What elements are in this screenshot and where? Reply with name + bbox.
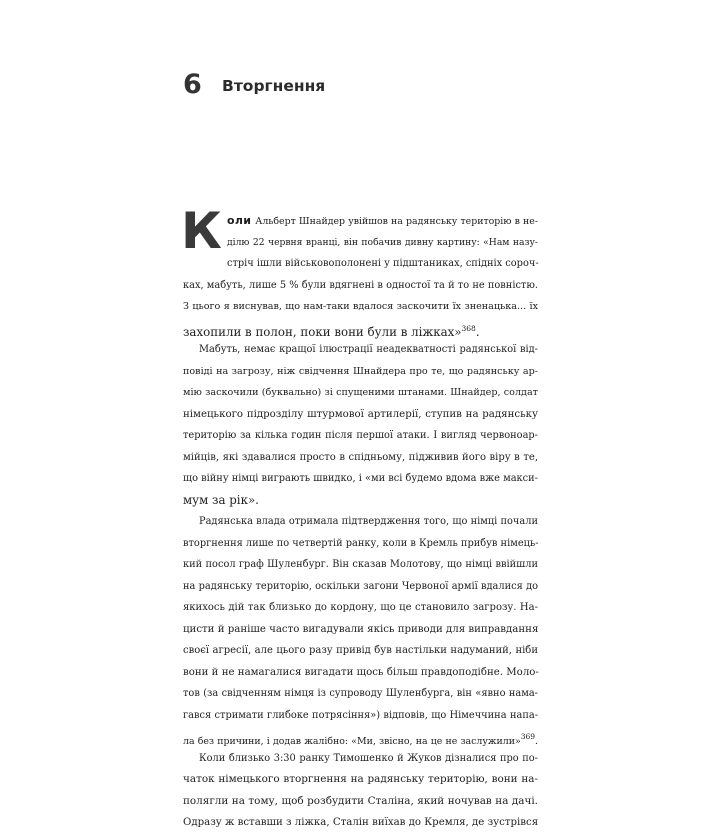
text-line: оли Альберт Шнайдер увійшов на радянську територію в не-	[227, 214, 538, 227]
text-line: ла без причини, і додав жалібно: «Ми, звісно, на це не заслужили»$^{369}$.	[183, 732, 538, 747]
text-line: мійців, які здавалися просто в спідньому, підживив його віру в те,	[183, 451, 538, 463]
footnote-ref: 369	[520, 732, 536, 741]
text-line: мум за рік».	[183, 492, 259, 507]
paragraph-4	[183, 748, 538, 834]
text-line: кий посол граф Шуленбург. Він сказав Молотову, що німці ввійшли	[183, 559, 538, 570]
text-line: вторгнення лише по четвертій ранку, коли в Кремль прибув німець-	[183, 537, 539, 549]
chapter-title: Вторгнення	[222, 77, 326, 95]
text-line: Мабуть, немає кращої ілюстрації неадекватності радянської від-	[199, 344, 538, 355]
body-text	[181, 202, 539, 834]
text-line: захопили в полон, поки вони були в ліжках»$^{368}$.	[183, 323, 480, 339]
text-line: своєї агресії, але цього разу привід був настільки надуманий, ніби	[183, 645, 538, 656]
text-line: стріч ішли військовополонені у підштаниках, спідніх сороч-	[227, 258, 539, 269]
text-line: чаток німецького вторгнення на радянську територію, вони на-	[183, 773, 538, 785]
text-line: полягли на тому, щоб розбудити Сталіна, який ночував на дачі.	[183, 794, 538, 807]
text-line: тов (за свідченням німця із супроводу Шуленбурга, він «явно нама-	[183, 688, 538, 699]
text-line: повіді на загрозу, ніж свідчення Шнайдера про те, що радянську ар-	[183, 365, 538, 377]
text-line: на радянську територію, оскільки загони Червоної армії вдалися до	[183, 580, 538, 592]
paragraph-1	[181, 202, 539, 339]
text-line: Одразу ж вставши з ліжка, Сталін виїхав до Кремля, де зустрівся	[183, 817, 539, 828]
text-line: німецького підрозділу штурмової артилерії, ступив на радянську	[183, 408, 538, 420]
text-line: що війну німці виграють швидко, і «ми всі будемо вдома вже макси-	[183, 473, 538, 484]
drop-cap: К	[181, 202, 222, 260]
text-line: гався стримати глибоке потрясіння») відповів, що Німеччина напа-	[183, 709, 538, 721]
text-line: З цього я виснував, що нам-таки вдалося заскочити їх зненацька... їх	[183, 301, 538, 312]
text-line: ках, мабуть, лише 5 % були вдягнені в одностої та й то не повністю.	[183, 279, 538, 291]
paragraph-2	[183, 339, 538, 511]
text-line: цисти й раніше часто вигадували якісь приводи для виправдання	[183, 623, 539, 635]
text-line: вони й не намагалися вигадати щось більш правдоподібне. Моло-	[183, 666, 539, 678]
paragraph-3	[183, 511, 538, 748]
text-line: мію заскочили (буквально) зі спущеними штанами. Шнайдер, солдат	[183, 387, 538, 398]
text-line: якихось дій так близько до кордону, що це становило загрозу. На-	[183, 602, 538, 613]
text-line: Радянська влада отримала підтвердження того, що німці почали	[199, 516, 538, 527]
text-line: ділю 22 червня вранці, він побачив дивну картину: «Нам назу-	[227, 236, 538, 248]
footnote-ref: 368	[461, 323, 476, 333]
chapter-number: 6	[183, 69, 202, 100]
text-line: територію за кілька годин після першої атаки. І вигляд червоноар-	[183, 430, 538, 441]
lead-word: оли	[227, 214, 252, 227]
text-line: Коли близько 3:30 ранку Тимошенко й Жуков дізналися про по-	[199, 752, 538, 764]
